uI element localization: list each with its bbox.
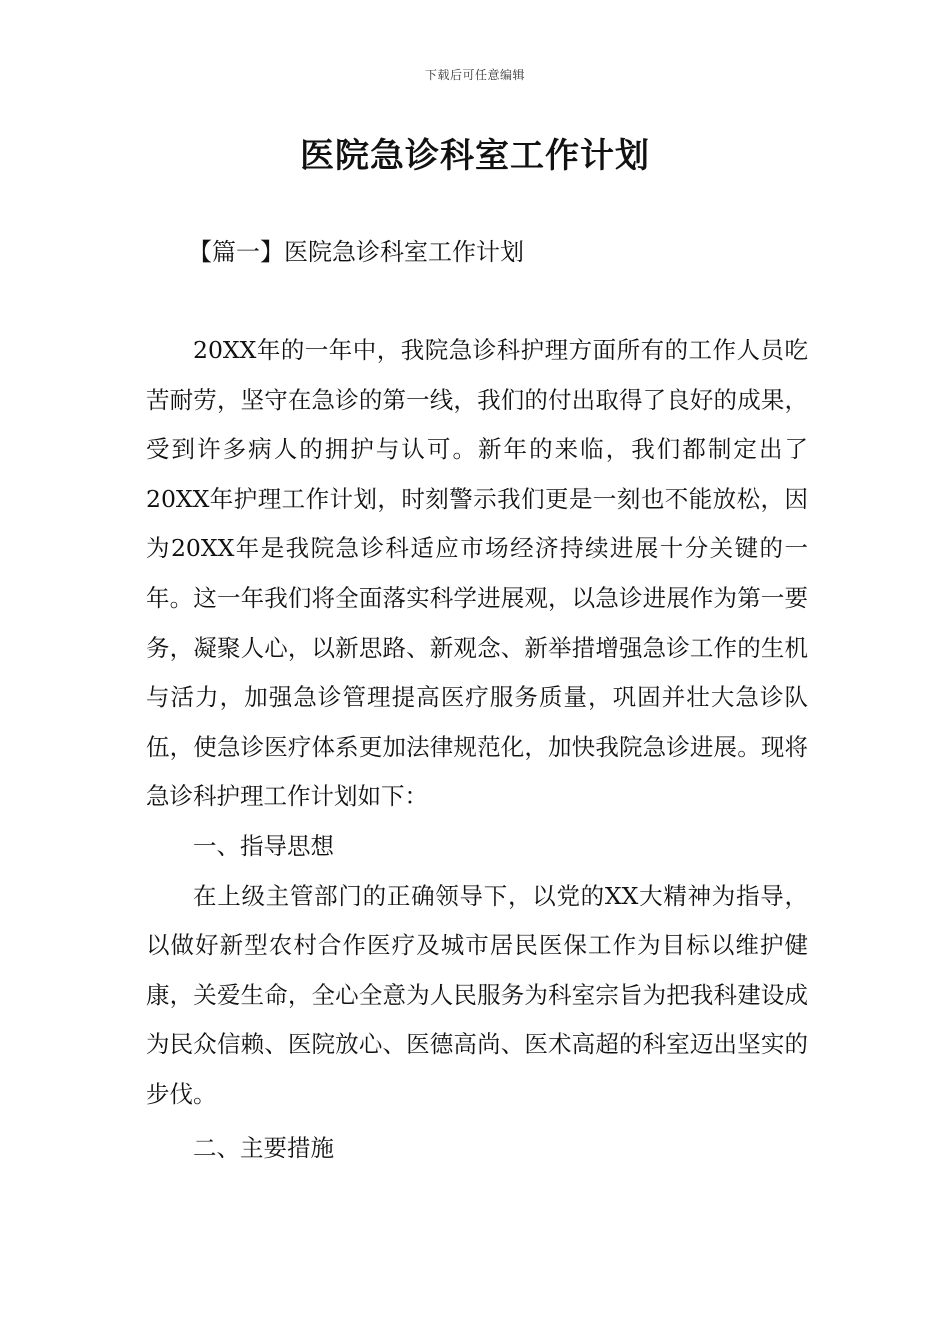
paragraph-guiding-ideology: 在上级主管部门的正确领导下，以党的XX大精神为指导，以做好新型农村合作医疗及城市居民医保工作为目标以维护健康，关爱生命，全心全意为人民服务为科室宗旨为把我科建设成为民众信赖、医院放心、医德高尚、医术高超的科室迈出坚实的步伐。: [146, 881, 808, 1108]
document-body: [146, 326, 808, 1173]
document-title: 医院急诊科室工作计划: [300, 136, 650, 176]
heading-main-measures: 二、主要措施: [193, 1133, 334, 1162]
section-heading: 【篇一】医院急诊科室工作计划: [188, 238, 524, 266]
header-note: 下载后可任意编辑: [424, 68, 525, 82]
paragraph-intro: 20XX年的一年中，我院急诊科护理方面所有的工作人员吃苦耐劳，坚守在急诊的第一线，我们的付出取得了良好的成果，受到许多病人的拥护与认可。新年的来临，我们都制定出了20XX年护理工作计划，时刻警示我们更是一刻也不能放松，因为20XX年是我院急诊科适应市场经济持续进展十分关键的一年。这一年我们将全面落实科学进展观，以急诊进展作为第一要务，凝聚人心，以新思路、新观念、新举措增强急诊工作的生机与活力，加强急诊管理提高医疗服务质量，巩固并壮大急诊队伍，使急诊医疗体系更加法律规范化，加快我院急诊进展。现将急诊科护理工作计划如下：: [146, 336, 808, 811]
heading-guiding-ideology: 一、指导思想: [193, 831, 334, 860]
